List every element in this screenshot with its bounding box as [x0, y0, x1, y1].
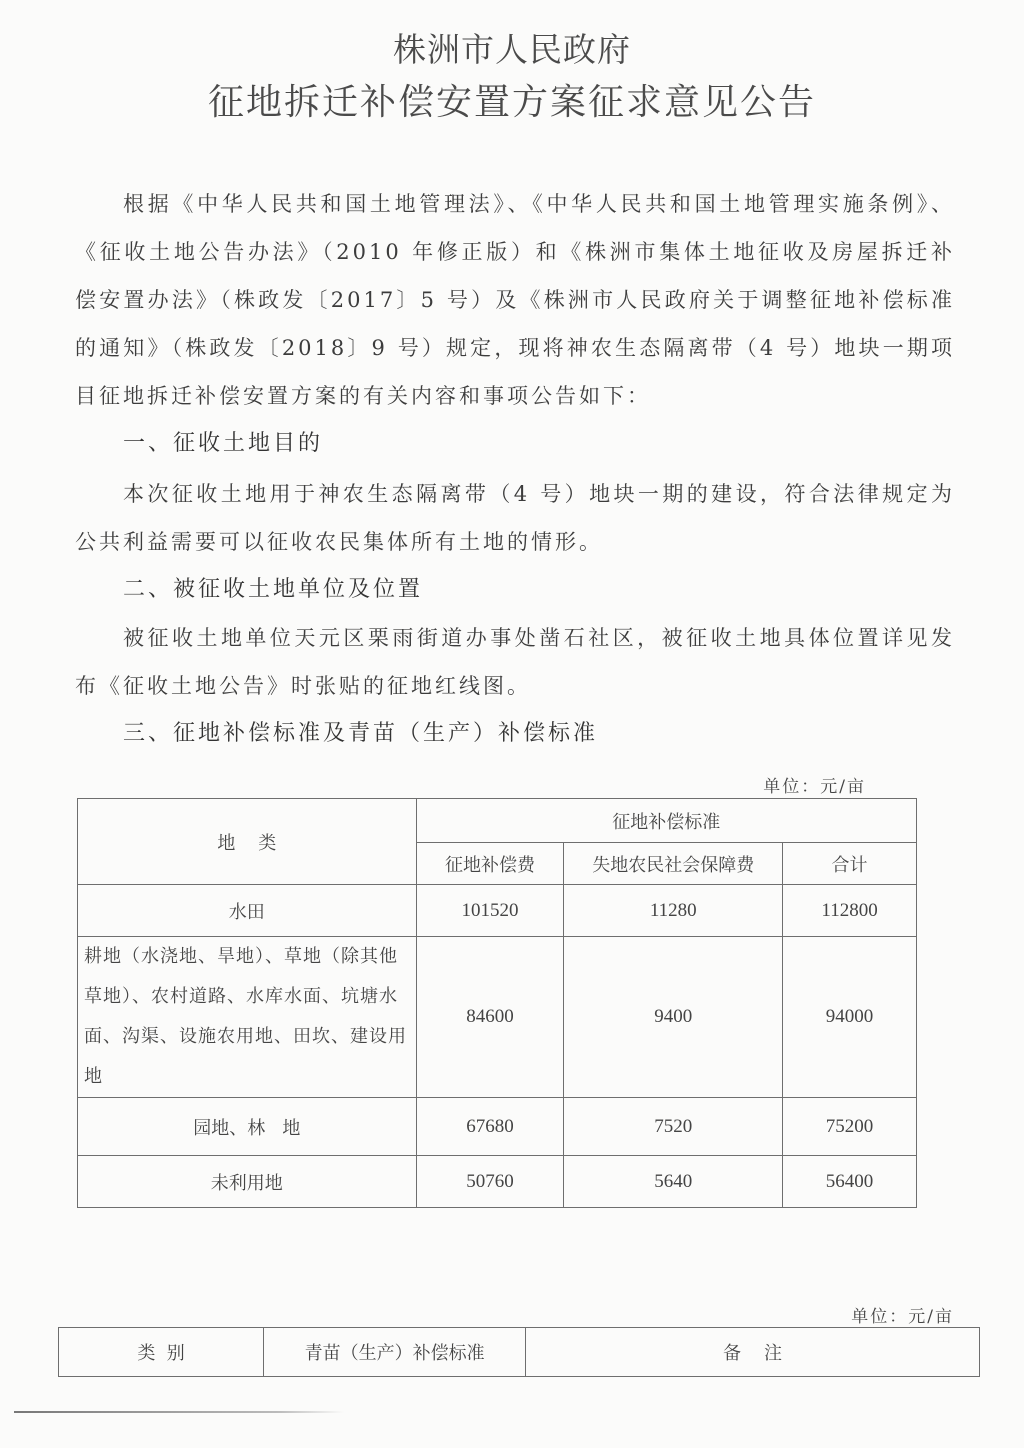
notice-title: 征地拆迁补偿安置方案征求意见公告	[207, 82, 816, 123]
intro-paragraph: 根据《中华人民共和国土地管理法》、《中华人民共和国土地管理实施条例》、《征收土地公告办法》（2010 年修正版）和《株洲市集体土地征收及房屋拆迁补偿安置办法》（株政发〔2017〕5 号）及《株洲市人民政府关于调整征地补偿标准的通知》（株政发〔2018〕9 号）规定，现将神农生态隔离带（4 号）地块一期项目征地拆迁补偿安置方案的有关内容和事项公告如下：	[75, 192, 955, 408]
total-cell: 56400	[783, 1156, 917, 1208]
table-unit-label: 单位：元/亩	[763, 777, 866, 797]
header-land-type: 地 类	[78, 799, 417, 885]
header-remarks: 备 注	[526, 1328, 980, 1377]
table-row	[78, 885, 917, 937]
total-cell: 112800	[783, 885, 917, 937]
fee-cell: 50760	[416, 1156, 564, 1208]
header-category: 类 别	[59, 1328, 264, 1377]
fee-cell: 67680	[416, 1098, 564, 1156]
header-fee: 征地补偿费	[416, 843, 564, 885]
land-type-cell: 未利用地	[78, 1156, 417, 1208]
scan-edge-line	[14, 1411, 344, 1413]
table-row	[78, 1156, 917, 1208]
security-cell: 9400	[564, 937, 783, 1098]
total-cell: 75200	[783, 1098, 917, 1156]
issuer-title: 株洲市人民政府	[393, 30, 631, 69]
land-type-cell: 水田	[78, 885, 417, 937]
header-crop-standard: 青苗（生产）补偿标准	[264, 1328, 526, 1377]
crop-table-unit-label: 单位：元/亩	[851, 1307, 954, 1327]
fee-cell: 84600	[416, 937, 564, 1098]
land-type-cell: 园地、林 地	[78, 1098, 417, 1156]
section-heading-3: 三、征地补偿标准及青苗（生产）补偿标准	[123, 721, 599, 746]
land-type-cell: 耕地（水浇地、旱地）、草地（除其他草地）、农村道路、水库水面、坑塘水面、沟渠、设施农用地、田坎、建设用地	[78, 937, 417, 1098]
header-social-security: 失地农民社会保障费	[564, 843, 783, 885]
header-compensation-standard: 征地补偿标准	[416, 799, 916, 843]
security-cell: 7520	[564, 1098, 783, 1156]
security-cell: 5640	[564, 1156, 783, 1208]
security-cell: 11280	[564, 885, 783, 937]
fee-cell: 101520	[416, 885, 564, 937]
table-row	[78, 937, 917, 1098]
compensation-table	[77, 798, 917, 1208]
crop-compensation-table	[58, 1327, 980, 1377]
table-row	[78, 1098, 917, 1156]
total-cell: 94000	[783, 937, 917, 1098]
section-body-2: 被征收土地单位天元区栗雨街道办事处凿石社区，被征收土地具体位置详见发布《征收土地公告》时张贴的征地红线图。	[75, 626, 955, 698]
section-heading-2: 二、被征收土地单位及位置	[123, 577, 424, 602]
section-body-1: 本次征收土地用于神农生态隔离带（4 号）地块一期的建设，符合法律规定为公共利益需要可以征收农民集体所有土地的情形。	[75, 482, 955, 554]
section-heading-1: 一、征收土地目的	[123, 431, 324, 456]
header-total: 合计	[783, 843, 917, 885]
